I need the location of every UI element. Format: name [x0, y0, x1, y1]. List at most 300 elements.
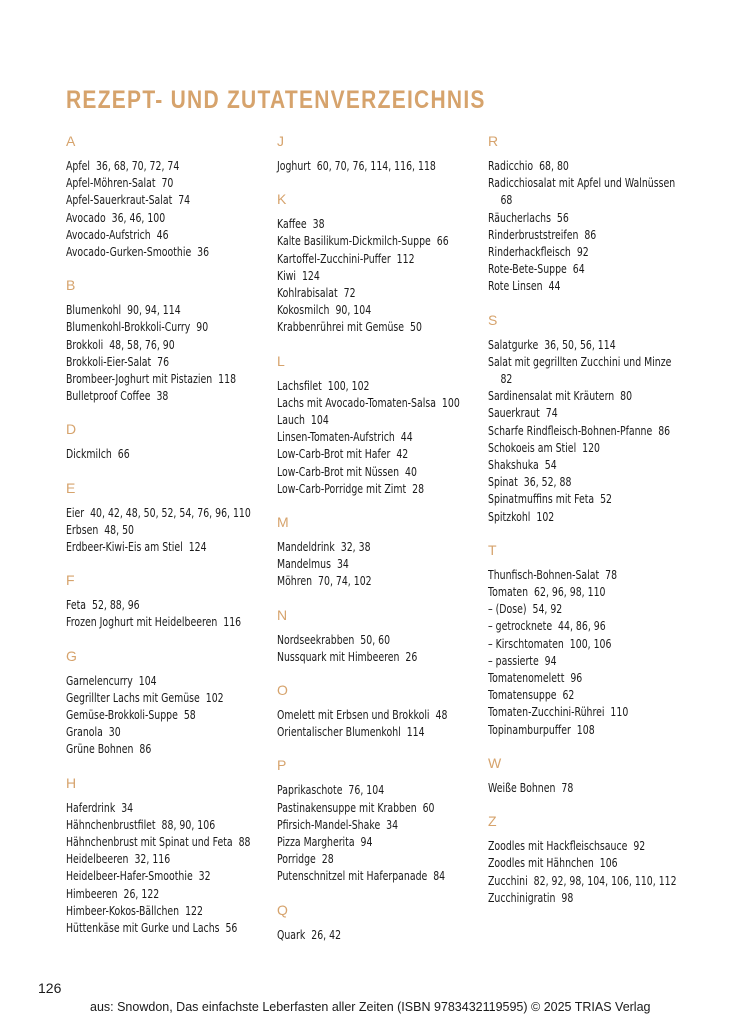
index-entry: [277, 429, 513, 446]
entry-pages: 124: [188, 540, 207, 555]
section-letter: O: [277, 682, 288, 699]
entry-pages: 76, 104: [348, 783, 385, 798]
index-entry: [66, 371, 302, 388]
section-letter: M: [277, 514, 289, 531]
entry-pages: 94: [360, 835, 373, 850]
entry-name: Tomatenomelett: [488, 671, 565, 686]
index-entry: [277, 782, 513, 799]
entry-pages: 58: [183, 708, 196, 723]
index-entry: [66, 817, 302, 834]
entry-pages: 90, 94, 114: [127, 303, 181, 318]
entry-name: Apfel-Sauerkraut-Salat: [66, 193, 173, 208]
entry-pages: 94: [544, 653, 557, 668]
index-entry: [488, 873, 724, 890]
entry-pages: 26, 122: [123, 886, 160, 901]
entry-name: Low-Carb-Brot mit Nüssen: [277, 464, 400, 479]
entry-pages: 122: [185, 903, 203, 918]
index-entry: [277, 158, 513, 175]
index-section-a: [66, 132, 302, 261]
index-entry: [277, 817, 513, 834]
index-section-h: [66, 774, 302, 938]
index-entry: [66, 388, 302, 405]
entry-name: Low-Carb-Porridge mit Zimt: [277, 481, 407, 496]
entry-name: Sauerkraut: [488, 406, 540, 421]
index-entry: [488, 474, 724, 491]
entry-name: Lauch: [277, 413, 305, 428]
section-letter: D: [66, 421, 77, 438]
index-entry: [488, 722, 724, 739]
section-letter: F: [66, 572, 75, 589]
entry-pages: 100, 106: [569, 636, 612, 651]
entry-name: Joghurt: [277, 159, 311, 173]
index-entry: [488, 491, 724, 508]
section-letter: P: [277, 757, 287, 774]
index-entry: [66, 319, 302, 336]
index-entry: [488, 278, 724, 295]
index-entry: [66, 446, 302, 463]
entry-pages: 36: [197, 245, 210, 260]
index-entry: [277, 481, 513, 498]
entry-name: Apfel-Möhren-Salat: [66, 176, 156, 191]
entry-pages: 92: [576, 245, 589, 260]
entry-name: Avocado-Aufstrich: [66, 227, 151, 242]
entry-pages: 104: [310, 413, 329, 428]
index-section-s: [488, 311, 724, 526]
entry-pages: 114: [406, 725, 425, 740]
entry-pages: 48: [435, 708, 448, 723]
index-entry: [66, 851, 302, 868]
index-section-g: [66, 647, 302, 759]
index-entry: [66, 227, 302, 244]
entry-name: Orientalischer Blumenkohl: [277, 725, 401, 740]
entry-pages: 82, 92, 98, 104, 106, 110, 112: [533, 873, 677, 888]
entry-pages: 66: [436, 234, 449, 249]
entry-pages: 50: [410, 320, 422, 335]
entry-pages: 28: [412, 481, 425, 496]
index-entry: [66, 302, 302, 319]
index-entry: [488, 158, 724, 175]
entry-pages: 38: [156, 389, 169, 404]
entry-pages: 90, 104: [335, 303, 372, 318]
entry-pages: 106: [599, 856, 618, 871]
entry-pages: 46: [156, 227, 169, 242]
index-entry: [66, 903, 302, 920]
index-entry: [488, 584, 724, 601]
section-letter: K: [277, 191, 287, 208]
index-entry: [488, 890, 724, 907]
section-letter: T: [488, 541, 497, 558]
entry-pages: 30: [108, 725, 121, 740]
entry-pages: 26: [405, 649, 418, 664]
index-entry: [66, 920, 302, 937]
index-entry: [277, 378, 513, 395]
page-title: REZEPT- UND ZUTATENVERZEICHNIS: [66, 86, 486, 114]
index-entry: [66, 800, 302, 817]
entry-pages: 116: [223, 615, 242, 630]
index-entry: [277, 649, 513, 666]
section-letter: Z: [488, 813, 497, 830]
index-entry: [66, 886, 302, 903]
entry-name: Heidelbeer-Hafer-Smoothie: [66, 869, 193, 884]
index-entry: [66, 673, 302, 690]
index-column-2: [277, 132, 513, 959]
index-section-d: [66, 420, 302, 463]
index-entry: [277, 573, 513, 590]
entry-name: Spinatmuffins mit Feta: [488, 492, 595, 507]
entry-pages: 52: [600, 492, 612, 507]
index-section-z: [488, 812, 724, 907]
entry-name: Kaffee: [277, 217, 307, 232]
entry-pages: 104: [138, 673, 157, 688]
index-section-t: [488, 541, 724, 739]
entry-pages: 100: [441, 395, 460, 410]
entry-name: Salatgurke: [488, 337, 539, 352]
entry-name: Blumenkohl-Brokkoli-Curry: [66, 320, 191, 335]
index-entry: [277, 800, 513, 817]
entry-name: Kartoffel-Zucchini-Puffer: [277, 251, 391, 266]
entry-name: Sardinensalat mit Kräutern: [488, 389, 615, 404]
entry-pages: 86: [584, 227, 597, 242]
index-entry: [277, 724, 513, 741]
index-section-m: [277, 513, 513, 591]
index-entry: [66, 522, 302, 539]
index-entry: [66, 690, 302, 707]
entry-name: Möhren: [277, 574, 313, 589]
entry-name: – Kirschtomaten: [488, 636, 564, 651]
entry-pages: 44: [548, 279, 561, 294]
index-entry: [488, 227, 724, 244]
entry-pages: 64: [572, 262, 585, 277]
index-section-f: [66, 571, 302, 631]
page-number: 126: [38, 980, 62, 996]
entry-pages: 124: [301, 268, 320, 283]
section-letter: N: [277, 606, 288, 623]
entry-name: Hähnchenbrust mit Spinat und Feta: [66, 835, 233, 850]
entry-pages: 68: [500, 193, 513, 208]
entry-pages: 62, 96, 98, 110: [534, 585, 606, 600]
entry-name: Lachsfilet: [277, 378, 322, 393]
entry-name: Gemüse-Brokkoli-Suppe: [66, 708, 178, 723]
source-line: aus: Snowdon, Das einfachste Leberfasten aller Zeiten (ISBN 9783432119595) © 2025 TRIAS Verlag: [90, 1000, 651, 1014]
index-entry: [277, 302, 513, 319]
entry-pages: 44, 86, 96: [558, 619, 606, 634]
section-letter: R: [488, 133, 499, 149]
entry-pages: 52, 88, 96: [91, 598, 140, 613]
index-entry: [277, 539, 513, 556]
index-entry: [488, 780, 724, 797]
index-entry: [277, 251, 513, 268]
entry-name: Pfirsich-Mandel-Shake: [277, 817, 381, 832]
index-entry: [66, 597, 302, 614]
entry-name: Himbeer-Kokos-Bällchen: [66, 903, 180, 918]
index-entry: [277, 285, 513, 302]
index-entry: [488, 855, 724, 872]
index-entry: [488, 337, 724, 354]
entry-pages: 86: [139, 742, 152, 757]
entry-pages: 112: [396, 251, 415, 266]
entry-name: Hüttenkäse mit Gurke und Lachs: [66, 921, 220, 936]
entry-name: Schokoeis am Stiel: [488, 440, 577, 455]
entry-pages: 48, 50: [104, 522, 135, 537]
entry-name: Kiwi: [277, 268, 297, 283]
index-entry: [66, 505, 302, 522]
index-entry: [277, 446, 513, 463]
entry-pages: 110: [610, 705, 629, 720]
index-entry: [488, 670, 724, 687]
index-entry: [277, 395, 513, 412]
index-entry: [488, 354, 724, 388]
entry-pages: 100, 102: [327, 378, 370, 393]
entry-name: Gegrillter Lachs mit Gemüse: [66, 690, 200, 705]
index-entry: [488, 704, 724, 721]
index-entry: [66, 192, 302, 209]
index-section-l: [277, 352, 513, 498]
index-entry: [488, 601, 724, 618]
entry-name: Tomatensuppe: [488, 688, 557, 703]
entry-pages: 74: [178, 193, 191, 208]
entry-name: Zoodles mit Hähnchen: [488, 856, 594, 871]
entry-pages: 70, 74, 102: [318, 574, 372, 589]
entry-name: Bulletproof Coffee: [66, 389, 151, 404]
entry-name: Rote-Bete-Suppe: [488, 262, 567, 277]
entry-name: Linsen-Tomaten-Aufstrich: [277, 430, 395, 445]
section-letter: J: [277, 133, 284, 149]
entry-pages: 98: [561, 890, 574, 905]
index-section-w: [488, 754, 724, 797]
entry-name: Salat mit gegrillten Zucchini und Minze: [488, 354, 672, 369]
entry-pages: 36, 68, 70, 72, 74: [95, 159, 180, 173]
entry-pages: 60: [422, 800, 435, 815]
section-letter: H: [66, 774, 77, 791]
index-entry: [488, 687, 724, 704]
entry-name: – getrocknete: [488, 619, 553, 634]
entry-name: Omelett mit Erbsen und Brokkoli: [277, 708, 430, 723]
entry-name: Quark: [277, 927, 306, 942]
entry-name: Mandeldrink: [277, 540, 335, 555]
index-entry: [488, 440, 724, 457]
entry-name: Grüne Bohnen: [66, 742, 134, 757]
entry-name: Krabbenrührei mit Gemüse: [277, 320, 405, 335]
section-letter: E: [66, 479, 76, 496]
entry-pages: 102: [205, 690, 224, 705]
entry-name: Granola: [66, 725, 103, 740]
index-entry: [277, 556, 513, 573]
entry-name: Topinamburpuffer: [488, 722, 571, 737]
entry-pages: 32: [198, 869, 211, 884]
entry-pages: 102: [536, 509, 555, 524]
entry-name: Pizza Margherita: [277, 835, 355, 850]
entry-name: Spitzkohl: [488, 509, 531, 524]
entry-pages: 36, 46, 100: [111, 210, 166, 225]
index-section-j: [277, 132, 513, 175]
index-column-1: [66, 132, 302, 952]
entry-name: Erdbeer-Kiwi-Eis am Stiel: [66, 540, 183, 555]
index-entry: [277, 319, 513, 336]
entry-pages: 70: [161, 176, 174, 191]
index-entry: [66, 707, 302, 724]
entry-pages: 118: [218, 372, 237, 387]
index-entry: [488, 653, 724, 670]
section-letter: G: [66, 647, 77, 664]
entry-name: Rinderhackfleisch: [488, 245, 571, 260]
entry-name: Spinat: [488, 475, 518, 490]
entry-name: Thunfisch-Bohnen-Salat: [488, 567, 600, 582]
section-letter: W: [488, 754, 502, 771]
index-entry: [488, 457, 724, 474]
entry-pages: 36, 52, 88: [523, 475, 572, 490]
entry-pages: 40: [405, 464, 417, 479]
entry-name: – passierte: [488, 653, 539, 668]
entry-pages: 96: [570, 671, 583, 686]
entry-name: Mandelmus: [277, 557, 331, 572]
section-letter: Q: [277, 901, 288, 918]
entry-pages: 32, 38: [340, 540, 371, 555]
index-entry: [277, 268, 513, 285]
entry-name: Nordseekrabben: [277, 632, 355, 647]
entry-pages: 56: [225, 921, 238, 936]
entry-pages: 92: [633, 839, 646, 854]
entry-name: Avocado-Gurken-Smoothie: [66, 245, 192, 260]
entry-name: Garnelencurry: [66, 673, 133, 688]
index-entry: [66, 354, 302, 371]
index-entry: [66, 244, 302, 261]
index-entry: [488, 244, 724, 261]
entry-name: Scharfe Rindfleisch-Bohnen-Pfanne: [488, 423, 653, 438]
index-entry: [488, 261, 724, 278]
entry-pages: 66: [117, 447, 130, 462]
entry-name: Tomaten: [488, 585, 529, 600]
entry-name: Zoodles mit Hackfleischsauce: [488, 839, 628, 854]
index-section-q: [277, 901, 513, 944]
entry-name: Porridge: [277, 852, 316, 867]
entry-name: Feta: [66, 598, 87, 613]
entry-pages: 48, 58, 76, 90: [109, 337, 175, 352]
index-entry: [66, 175, 302, 192]
index-entry: [277, 412, 513, 429]
entry-pages: 86: [658, 423, 671, 438]
entry-name: Zucchinigratin: [488, 890, 556, 905]
entry-name: Nussquark mit Himbeeren: [277, 649, 400, 664]
entry-pages: 50, 60: [360, 632, 391, 647]
entry-pages: 44: [400, 430, 413, 445]
entry-pages: 78: [561, 780, 574, 795]
entry-name: Apfel: [66, 159, 91, 173]
entry-pages: 32, 116: [134, 852, 171, 867]
entry-name: Brombeer-Joghurt mit Pistazien: [66, 372, 213, 387]
index-entry: [277, 707, 513, 724]
index-entry: [488, 423, 724, 440]
index-entry: [488, 838, 724, 855]
index-entry: [488, 567, 724, 584]
entry-name: Blumenkohl: [66, 303, 122, 318]
index-entry: [277, 233, 513, 250]
entry-name: Dickmilch: [66, 447, 112, 462]
entry-name: Putenschnitzel mit Haferpanade: [277, 869, 428, 884]
entry-name: Kohlrabisalat: [277, 286, 338, 301]
index-entry: [277, 927, 513, 944]
entry-name: Hähnchenbrustfilet: [66, 817, 156, 832]
entry-pages: 120: [582, 440, 601, 455]
entry-name: Shakshuka: [488, 458, 539, 473]
index-entry: [66, 724, 302, 741]
entry-pages: 54, 92: [532, 602, 563, 617]
entry-pages: 78: [605, 567, 618, 582]
entry-name: Radicchiosalat mit Apfel und Walnüssen: [488, 176, 676, 191]
entry-name: Räucherlachs: [488, 210, 551, 225]
entry-pages: 40, 42, 48, 50, 52, 54, 76, 96, 110: [90, 505, 251, 520]
entry-name: Brokkoli: [66, 337, 104, 352]
entry-name: – (Dose): [488, 602, 527, 617]
entry-pages: 34: [121, 800, 134, 815]
index-column-3: [488, 132, 724, 922]
entry-name: Kalte Basilikum-Dickmilch-Suppe: [277, 234, 431, 249]
entry-name: Weiße Bohnen: [488, 780, 556, 795]
entry-name: Himbeeren: [66, 886, 118, 901]
entry-name: Brokkoli-Eier-Salat: [66, 354, 152, 369]
entry-pages: 82: [500, 372, 513, 387]
entry-name: Kokosmilch: [277, 303, 330, 318]
section-letter: B: [66, 277, 76, 294]
entry-name: Tomaten-Zucchini-Rührei: [488, 705, 605, 720]
entry-pages: 62: [562, 688, 575, 703]
entry-name: Eier: [66, 505, 85, 520]
entry-pages: 68, 80: [539, 159, 569, 173]
entry-name: Frozen Joghurt mit Heidelbeeren: [66, 615, 218, 630]
index-entry: [488, 509, 724, 526]
index-entry: [488, 405, 724, 422]
index-section-e: [66, 479, 302, 557]
entry-pages: 80: [620, 389, 633, 404]
index-entry: [66, 614, 302, 631]
entry-name: Pastinakensuppe mit Krabben: [277, 800, 417, 815]
index-section-o: [277, 681, 513, 741]
entry-name: Avocado: [66, 210, 106, 225]
entry-name: Radicchio: [488, 159, 534, 173]
index-entry: [66, 834, 302, 851]
index-entry: [488, 175, 724, 209]
entry-pages: 60, 70, 76, 114, 116, 118: [316, 159, 436, 173]
entry-pages: 72: [343, 286, 356, 301]
entry-name: Rinderbruststreifen: [488, 227, 579, 242]
index-entry: [66, 337, 302, 354]
entry-pages: 56: [556, 210, 569, 225]
index-section-b: [66, 276, 302, 405]
index-section-r: [488, 132, 724, 296]
entry-pages: 76: [157, 354, 170, 369]
entry-pages: 84: [433, 869, 446, 884]
index-section-p: [277, 756, 513, 885]
entry-pages: 42: [396, 447, 409, 462]
index-entry: [277, 632, 513, 649]
entry-pages: 54: [544, 458, 557, 473]
entry-name: Rote Linsen: [488, 279, 543, 294]
entry-pages: 38: [312, 217, 325, 232]
section-letter: S: [488, 311, 498, 328]
index-entry: [66, 741, 302, 758]
entry-name: Lachs mit Avocado-Tomaten-Salsa: [277, 395, 436, 410]
index-section-k: [277, 190, 513, 336]
index-entry: [488, 636, 724, 653]
entry-name: Zucchini: [488, 873, 528, 888]
index-entry: [66, 868, 302, 885]
entry-pages: 26, 42: [311, 927, 342, 942]
index-section-n: [277, 606, 513, 666]
entry-pages: 34: [386, 817, 399, 832]
entry-name: Heidelbeeren: [66, 852, 129, 867]
index-entry: [488, 388, 724, 405]
entry-name: Erbsen: [66, 522, 99, 537]
index-entry: [277, 868, 513, 885]
